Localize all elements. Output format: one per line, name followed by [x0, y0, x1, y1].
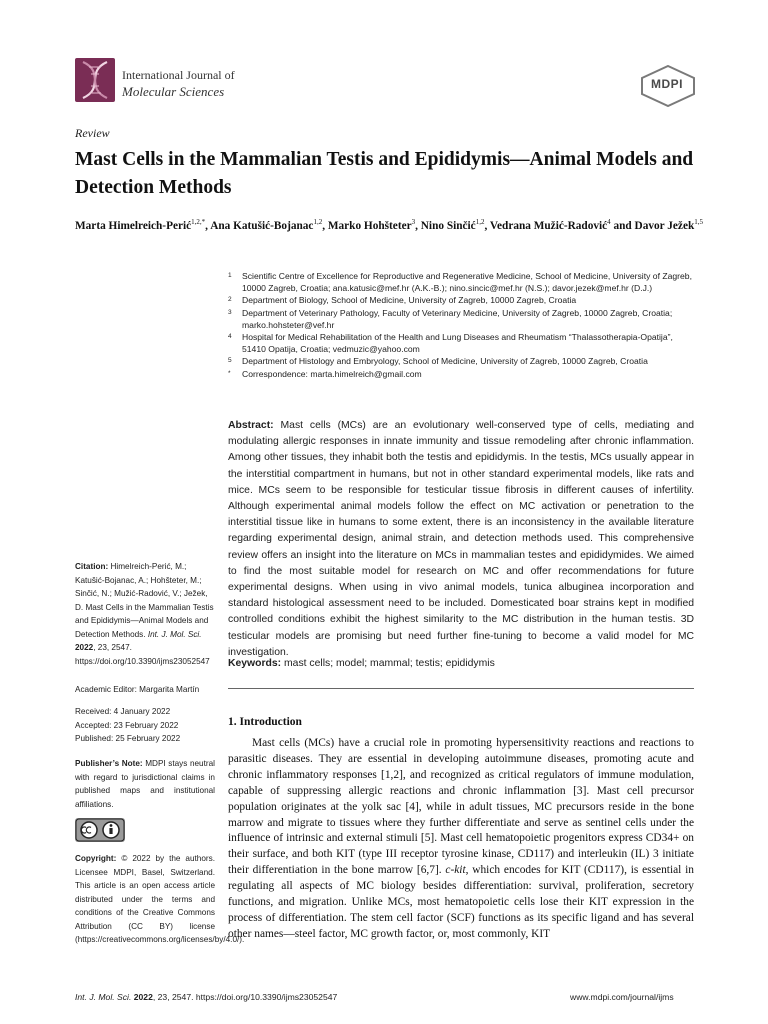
- affiliation-item: [228, 331, 698, 355]
- affiliation-text: Department of Histology and Embryology, School of Medicine, University of Zagreb, 10000 Zagreb, Croatia: [242, 356, 648, 367]
- footer-journal-url[interactable]: www.mdpi.com/journal/ijms: [570, 992, 674, 1002]
- affiliation-text: Hospital for Medical Rehabilitation of the Health and Lung Diseases and Rheumatism “Thalassotherapia-Opatija”, 51410 Opatija, Croatia; vedmuzic@yahoo.com: [242, 332, 673, 355]
- affiliation-text: Department of Biology, School of Medicine, University of Zagreb, 10000 Zagreb, Croatia: [242, 295, 577, 306]
- citation-block: [75, 560, 215, 668]
- journal-name-line1: International Journal of: [122, 68, 235, 82]
- affiliation-number: 4: [228, 333, 232, 341]
- author-affiliation-marker: 4: [607, 218, 611, 226]
- academic-editor: Academic Editor: Margarita Martín: [75, 685, 200, 694]
- gene-name: c-kit: [445, 864, 466, 877]
- author-separator: ,: [415, 219, 421, 232]
- accepted-date: Accepted: 23 February 2022: [75, 720, 179, 730]
- author-name[interactable]: Ana Katušić-Bojanac: [210, 219, 314, 232]
- author-name[interactable]: Marta Himelreich-Perić: [75, 219, 192, 232]
- keywords: [228, 656, 694, 672]
- author-affiliation-marker: 1,2,*: [191, 218, 206, 226]
- publication-dates: [75, 705, 215, 746]
- abstract-text: Mast cells (MCs) are an evolutionary well-conserved type of cells, mediating and modulating allergic responses in innate immunity and tissue remodeling after chronic inflammation. Among other tissues, they inhabit both the testis and epididymis. In the testis, MCs usually appear in the interstitial compartment in humans, but not in other standard experimental models, like rats and mice. MCs seem to be responsible for testicular tissue fibrosis in different causes of infertility. Although experimental animal models follow the effect on MC activation or penetration to the interstitial tissue like in humans to some extent, there is an inconsistency in the available literature regarding experimental design, animal strain, and detection methods used. This comprehensive review offers an insight into the literature on MCs in mammalian testes and epididymides. We aimed to find the most suitable model for research on MC and offer recommendations for future experimental designs. When using in vivo animal models, tunica albuginea incorporation and standard histological assessment need to be included. Domesticated boar strains kept in modified controlled conditions exhibit the highest similarity to the MC distribution in the human testis. 3D testicular models are promising but need further fine-tuning to become a valid model for MC investigation.: [228, 420, 695, 658]
- introduction-paragraph: [228, 736, 694, 943]
- citation-doi[interactable]: , 23, 2547. https://doi.org/10.3390/ijms23052547: [75, 643, 210, 666]
- affiliation-number: 2: [228, 296, 232, 304]
- introduction-body: [228, 736, 694, 943]
- citation-year: 2022: [75, 643, 94, 652]
- copyright-notice: [75, 852, 245, 947]
- author-separator: ,: [484, 219, 490, 232]
- journal-logo: [75, 58, 115, 102]
- citation-text: Himelreich-Perić, M.; Katušić-Bojanac, A.; Hohšteter, M.; Sinčić, N.; Mužić-Radović, V.; Ježek, D. Mast Cells in the Mammalian Testis and Epididymis—Animal Models and Detection Methods.: [75, 562, 214, 639]
- author-affiliation-marker: 1,5: [694, 218, 703, 226]
- intro-text-part1: Mast cells (MCs) have a crucial role in promoting hypersensitivity reactions and reactions to parasitic diseases. They are essential in developing autoimmune diseases, promoting acute and chronic inflammatory responses [1,2], and recognized as critical regulators of immune modulation, capable of suppressing allergic reactions and chronic inflammation [3]. Mast cell precursor population originates at the yolk sac [4], while in adult tissues, MC precursors reside in the bone marrow and migrate to tissues where they further differentiate and serve as sentinel cells under the influence of intrinsic and external stimuli [5]. Mast cell hematopoietic progenitors express CD34+ on their surface, and both KIT (type III receptor tyrosine kinase, CD117) and interleukin (IL) 3 initiate their differentiation in the bone marrow [6,7].: [228, 737, 694, 877]
- affiliation-number: *: [228, 369, 231, 377]
- author-affiliation-marker: 1,2: [313, 218, 323, 226]
- author-affiliation-marker: 3: [411, 218, 416, 226]
- section-divider: [228, 688, 694, 689]
- publisher-note: [75, 757, 215, 811]
- abstract: [228, 418, 694, 661]
- footer-journal: Int. J. Mol. Sci.: [75, 992, 132, 1002]
- affiliation-number: 5: [228, 357, 232, 365]
- citation-label: Citation:: [75, 562, 109, 571]
- received-date: Received: 4 January 2022: [75, 707, 171, 716]
- affiliation-text: Correspondence: marta.himelreich@gmail.com: [242, 368, 422, 379]
- affiliation-item: [228, 355, 698, 367]
- abstract-label: Abstract:: [228, 420, 274, 431]
- affiliation-item: [228, 368, 698, 380]
- affiliation-text: Scientific Centre of Excellence for Reproductive and Regenerative Medicine, School of Medicine, University of Zagreb, 10000 Zagreb, Croatia; ana.katusic@mef.hr (A.K.-B.); nino.sincic@mef.hr (N.S.); davor.jezek@mef.hr (D.J.): [242, 271, 692, 294]
- journal-name-line2: Molecular Sciences: [122, 84, 225, 99]
- keywords-label: Keywords:: [228, 658, 282, 669]
- author-affiliation-marker: 1,2: [475, 218, 485, 226]
- publisher-note-text: MDPI stays neutral with regard to jurisdictional claims in published maps and institutional affiliations.: [75, 759, 215, 809]
- affiliation-text: Department of Veterinary Pathology, Faculty of Veterinary Medicine, University of Zagreb, 10000 Zagreb, Croatia; marko.hohsteter@vef.hr: [242, 307, 673, 330]
- affiliation-item: [228, 294, 698, 306]
- affiliation-item: [228, 270, 698, 294]
- affiliations: [228, 270, 698, 380]
- author-separator: and: [610, 219, 635, 232]
- affiliation-item: [228, 307, 698, 331]
- creative-commons-icon: [75, 818, 125, 842]
- footer-citation: [75, 992, 337, 1002]
- publisher-note-label: Publisher’s Note:: [75, 759, 143, 768]
- footer-year: 2022: [133, 992, 153, 1002]
- cc-by-license-badge[interactable]: [75, 818, 125, 842]
- affiliation-number: 1: [228, 272, 232, 279]
- footer-doi[interactable]: , 23, 2547. https://doi.org/10.3390/ijms23052547: [152, 992, 338, 1002]
- affiliation-number: 3: [228, 308, 232, 316]
- citation-journal: Int. J. Mol. Sci.: [147, 629, 202, 639]
- author-name[interactable]: Vedrana Mužić-Radović: [489, 219, 608, 232]
- author-name[interactable]: Marko Hohšteter: [327, 219, 412, 232]
- author-separator: ,: [322, 219, 328, 232]
- section-heading-introduction: 1. Introduction: [228, 716, 302, 728]
- published-date: Published: 25 February 2022: [75, 734, 181, 743]
- author-name[interactable]: Davor Ježek: [634, 219, 695, 232]
- author-separator: ,: [205, 219, 211, 232]
- keywords-text: mast cells; model; mammal; testis; epididymis: [284, 658, 495, 669]
- copyright-text: © 2022 by the authors. Licensee MDPI, Basel, Switzerland. This article is an open access article distributed under the terms and conditions of the Creative Commons Attribution (CC BY) license (https://creativecommons.org/licenses/by/4.0/).: [75, 854, 245, 944]
- article-title: Mast Cells in the Mammalian Testis and Epididymis—Animal Models and Detection Methods: [75, 149, 694, 198]
- publisher-name: MDPI: [651, 77, 683, 91]
- author-name[interactable]: Nino Sinčić: [420, 219, 476, 232]
- author-list: [75, 213, 715, 235]
- intro-text-part2: , which encodes for KIT (CD117), is essential in regulating all aspects of MC biology besides differentiation: survival, proliferation, secretory functions, and migration. Unlike MCs, most hematopoietic cells lose their KIT expression in the process of differentiation. The stem cell factor (SCF) functions as its specific ligand and has several other names—steel factor, MC growth factor, or, most commonly, KIT: [228, 864, 694, 940]
- article-type: Review: [75, 126, 110, 140]
- copyright-label: Copyright:: [75, 854, 117, 863]
- dna-helix-icon: [75, 58, 115, 102]
